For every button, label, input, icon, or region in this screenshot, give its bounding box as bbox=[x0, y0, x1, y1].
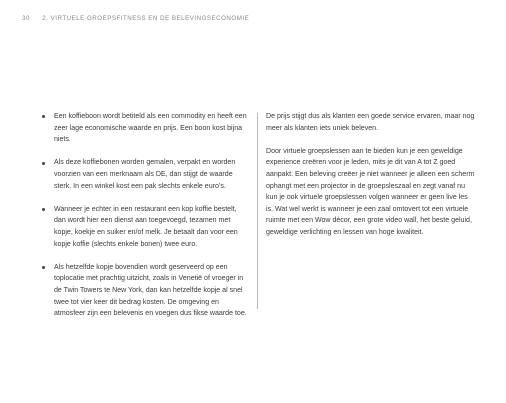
chapter-title: 2. VIRTUELE GROEPSFITNESS EN DE BELEVINGSECONOMIE bbox=[42, 15, 250, 22]
bullet-list bbox=[38, 111, 248, 320]
left-column bbox=[38, 111, 248, 331]
list-item: Een koffieboon wordt betiteld als een commodity en heeft een zeer lage economische waarde en prijs. Een boon kost bijna niets. bbox=[38, 111, 248, 146]
paragraph: Door virtuele groepslessen aan te bieden kun je een geweldige experience creëren voor je leden, mits je dit van A tot Z goed aanpakt. Een beleving creëer je niet wanneer je alleen een scherm ophangt met een projector in de groepsleszaal en zegt vanaf nu kun je ook virtuele groepslessen volgen wanneer er geen live les is. Wat wel werkt is wanneer je een zaal omtovert tot een virtuele ruimte met een Wow décor, een grote video wall, het beste geluid, geweldige verlichting en lessen van hoge kwaliteit. bbox=[266, 147, 475, 236]
list-item: Wanneer je echter in een restaurant een kop koffie bestelt, dan wordt hier een dienst aan toegevoegd, tezamen met kopje, koekje en suiker en/of melk. Je betaalt dan voor een kopje koffie (slechts enkele bonen) twee euro. bbox=[38, 204, 248, 250]
list-item: Als deze koffiebonen worden gemalen, verpakt en worden voorzien van een merknaam als DE, dan stijgt de waarde sterk. In een winkel kost een pak slechts enkele euro’s. bbox=[38, 157, 248, 192]
page-number: 30 bbox=[22, 15, 30, 22]
list-item: Als hetzelfde kopje bovendien wordt geserveerd op een toplocatie met prachtig uitzicht, zoals in Venetië of vroeger in de Twin Towers te New York, dan kan hetzelfde kopje al snel twee tot vier keer dit bedrag kosten. De omgeving en atmosfeer zijn een belevenis en voegen dus fikse waarde toe. bbox=[38, 262, 248, 320]
column-divider bbox=[257, 113, 258, 309]
right-column bbox=[266, 111, 476, 250]
running-header bbox=[22, 15, 496, 22]
paragraph: De prijs stijgt dus als klanten een goede service ervaren, maar nog meer als klanten iets uniek beleven. bbox=[266, 113, 475, 132]
